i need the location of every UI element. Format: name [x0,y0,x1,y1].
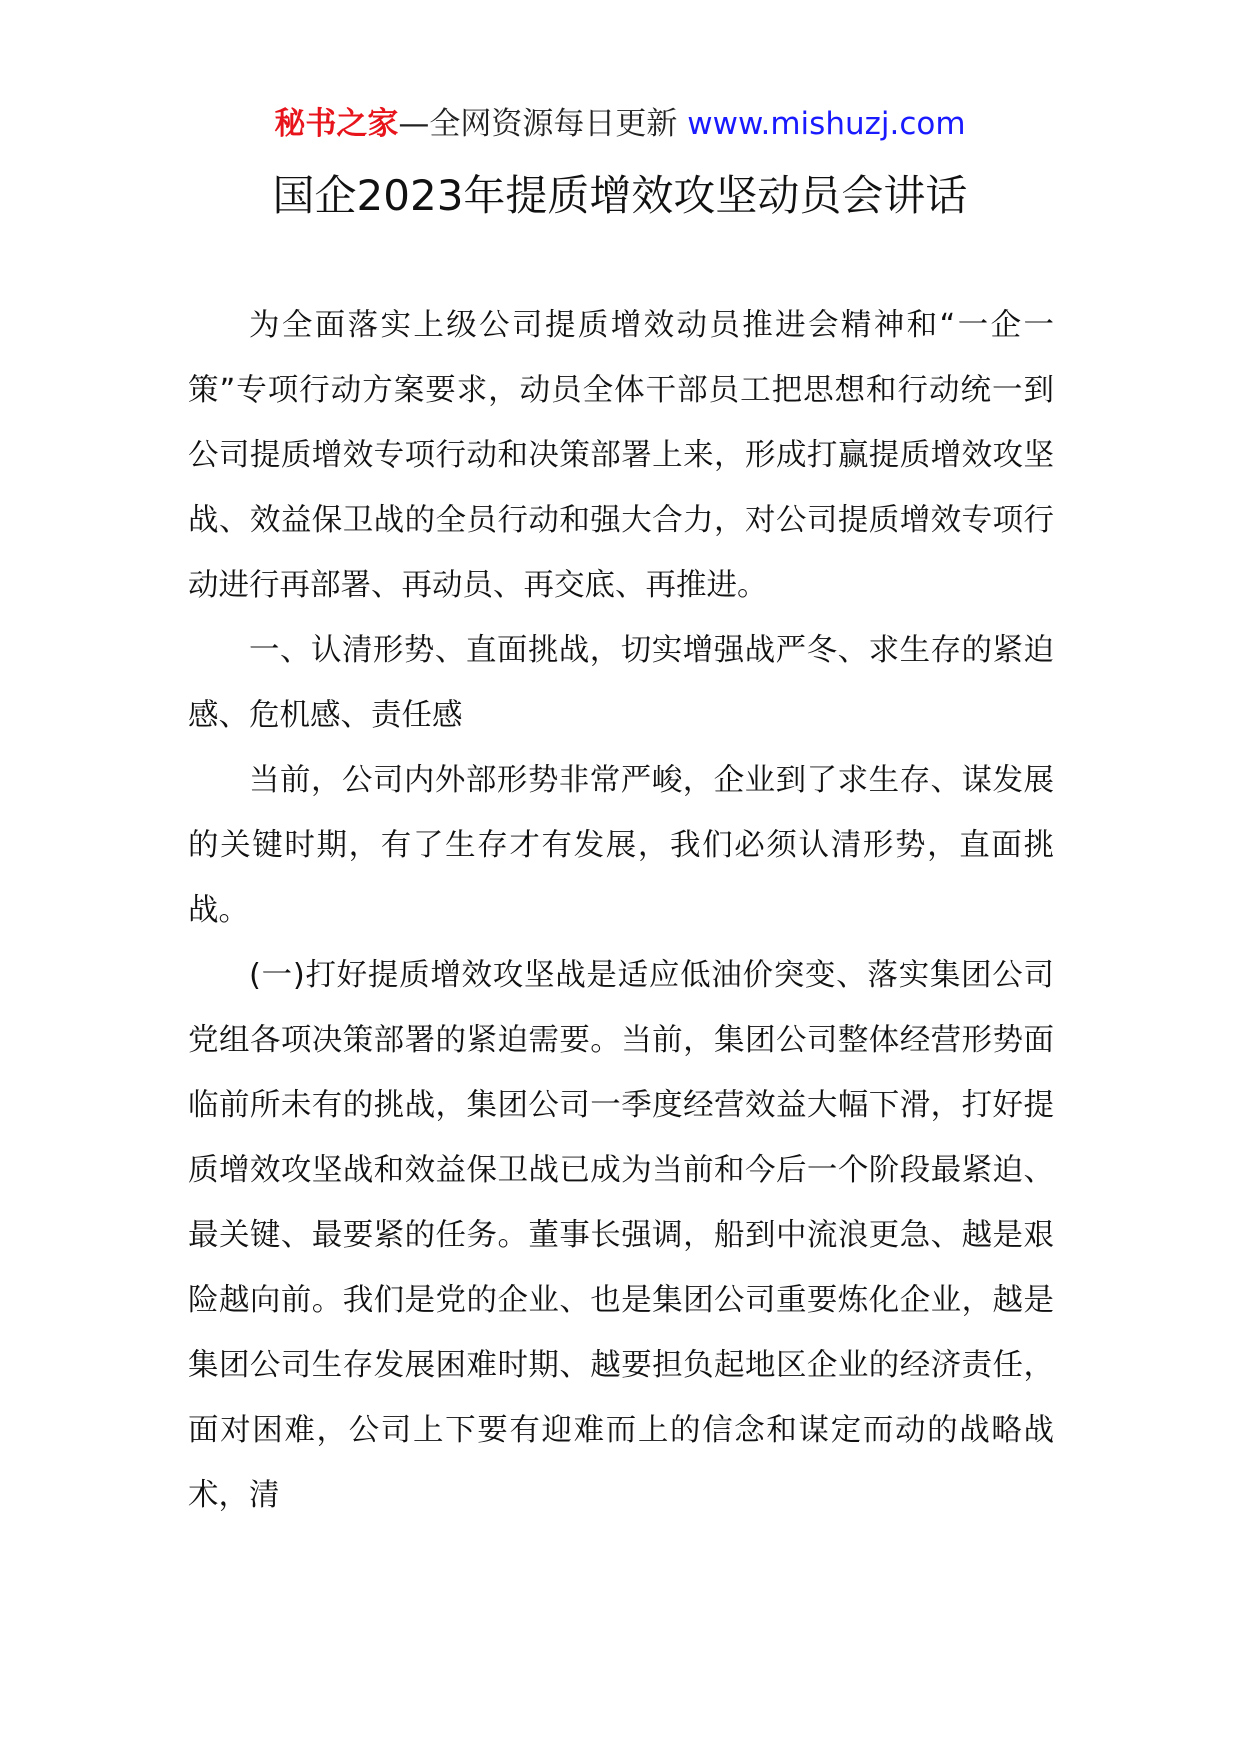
site-tagline: 全网资源每日更新 [429,106,688,142]
paragraph-intro: 为全面落实上级公司提质增效动员推进会精神和“一企一策”专项行动方案要求，动员全体干部员工把思想和行动统一到公司提质增效专项行动和决策部署上来，形成打赢提质增效攻坚战、效益保卫战的全员行动和强大合力，对公司提质增效专项行动进行再部署、再动员、再交底、再推进。 [188,308,1054,603]
document-body [188,293,1054,1528]
paragraph-subsection-1: (一)打好提质增效攻坚战是适应低油价突变、落实集团公司党组各项决策部署的紧迫需要。当前，集团公司整体经营形势面临前所未有的挑战，集团公司一季度经营效益大幅下滑，打好提质增效攻坚战和效益保卫战已成为当前和今后一个阶段最紧迫、最关键、最要紧的任务。董事长强调，船到中流浪更急、越是艰险越向前。我们是党的企业、也是集团公司重要炼化企业，越是集团公司生存发展困难时期、越要担负起地区企业的经济责任，面对困难，公司上下要有迎难而上的信念和谋定而动的战略战术，清 [188,958,1054,1513]
document-title: 国企2023年提质增效攻坚动员会讲话 [272,171,968,220]
paragraph-situation: 当前，公司内外部形势非常严峻，企业到了求生存、谋发展的关键时期，有了生存才有发展，我们必须认清形势，直面挑战。 [188,763,1054,928]
site-brand: 秘书之家 [274,106,399,142]
header-dash: — [398,106,430,142]
site-url-link[interactable]: www.mishuzj.com [687,106,966,142]
section-heading-1: 一、认清形势、直面挑战，切实增强战严冬、求生存的紧迫感、危机感、责任感 [188,633,1054,733]
site-header [0,104,1240,144]
